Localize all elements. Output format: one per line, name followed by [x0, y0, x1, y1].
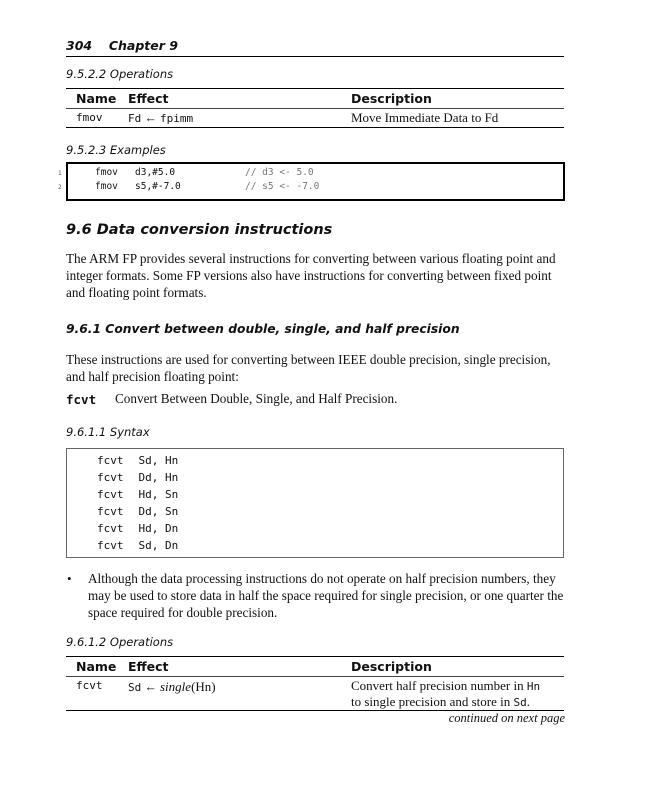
instruction-name: fcvt [66, 392, 97, 407]
syntax-op: fcvt [97, 522, 124, 535]
syntax-line [97, 505, 178, 518]
line-number: 2 [58, 184, 62, 191]
bullet-text: Although the data processing instructions do not operate on half precision numbers, they may be used to store data in half the space required for single precision, or one quarter the space required for double precision. [88, 571, 564, 620]
code-args-1: d3,#5.0 [135, 167, 176, 178]
col-header-name: Name [76, 659, 117, 674]
syntax-line [97, 454, 178, 467]
code-args-2: s5,#-7.0 [135, 181, 181, 192]
syntax-line [97, 522, 178, 535]
operations-table-fmov [66, 88, 564, 130]
cell-name: fmov [76, 111, 103, 124]
arrow-symbol: ← [144, 111, 157, 125]
desc-text: Convert half precision number in [351, 678, 527, 693]
header-rule [66, 56, 564, 57]
col-header-description: Description [351, 91, 432, 106]
effect-arg: (Hn) [191, 679, 216, 694]
desc-punct: . [526, 694, 530, 709]
cell-effect [128, 679, 216, 695]
syntax-op: fcvt [97, 539, 124, 552]
syntax-args: Dd, Hn [138, 471, 179, 484]
line-number: 1 [58, 170, 62, 177]
arrow-symbol: ← [144, 680, 157, 694]
section-title-9-6: 9.6 Data conversion instructions [66, 222, 333, 238]
code-op: fmov [95, 167, 118, 178]
effect-func: single [160, 679, 192, 694]
chapter-label: Chapter 9 [108, 38, 178, 53]
cell-description-line-1 [351, 678, 540, 694]
desc-code: Hn [526, 680, 541, 693]
effect-dest: Sd [128, 681, 142, 694]
code-comment-1: // d3 <- 5.0 [245, 167, 314, 178]
bullet-marker: • [67, 571, 72, 586]
syntax-args: Sd, Dn [138, 539, 179, 552]
page-number: 304 [66, 38, 93, 53]
syntax-op: fcvt [97, 454, 124, 467]
table-header-rule [66, 108, 564, 109]
section-title-9-6-1: 9.6.1 Convert between double, single, and half precision [66, 322, 460, 336]
col-header-name: Name [76, 91, 117, 106]
desc-code: Sd [513, 696, 527, 709]
cell-name: fcvt [76, 679, 103, 692]
col-header-effect: Effect [128, 659, 169, 674]
desc-text: to single precision and store in [351, 694, 514, 709]
effect-src: fpimm [160, 112, 194, 125]
cell-description: Move Immediate Data to Fd [351, 110, 499, 125]
table-top-rule [66, 88, 564, 89]
syntax-op: fcvt [97, 471, 124, 484]
syntax-op: fcvt [97, 505, 124, 518]
section-title-9-5-2-2: 9.5.2.2 Operations [66, 67, 174, 81]
col-header-description: Description [351, 659, 432, 674]
table-top-rule [66, 656, 564, 657]
code-line-1 [95, 167, 118, 178]
syntax-op: fcvt [97, 488, 124, 501]
continued-note: continued on next page [448, 711, 565, 725]
syntax-line [97, 539, 178, 552]
code-op: fmov [95, 181, 118, 192]
syntax-args: Dd, Sn [138, 505, 179, 518]
syntax-box [66, 448, 564, 558]
effect-dest: Fd [128, 112, 142, 125]
cell-effect [128, 111, 193, 126]
section-title-9-6-1-1: 9.6.1.1 Syntax [66, 425, 150, 439]
syntax-args: Hd, Dn [138, 522, 179, 535]
page-header [66, 38, 178, 53]
code-comment-2: // s5 <- -7.0 [245, 181, 320, 192]
cell-description-line-2 [351, 694, 530, 710]
syntax-line [97, 471, 178, 484]
operations-table-fcvt [66, 656, 564, 714]
paragraph-9-6-1: These instructions are used for converting between IEEE double precision, single precision, and half precision floating point: [66, 352, 551, 384]
code-line-2 [95, 181, 118, 192]
paragraph-9-6: The ARM FP provides several instructions for converting between various floating point and integer formats. Some FP versions also have instructions for converting between fixed point and floating point formats. [66, 251, 556, 300]
table-header-rule [66, 676, 564, 677]
syntax-line [97, 488, 178, 501]
col-header-effect: Effect [128, 91, 169, 106]
section-title-9-6-1-2: 9.6.1.2 Operations [66, 635, 174, 649]
section-title-9-5-2-3: 9.5.2.3 Examples [66, 143, 166, 157]
syntax-args: Hd, Sn [138, 488, 179, 501]
instruction-description: Convert Between Double, Single, and Half Precision. [115, 391, 398, 406]
syntax-args: Sd, Hn [138, 454, 179, 467]
table-bottom-rule [66, 127, 564, 128]
